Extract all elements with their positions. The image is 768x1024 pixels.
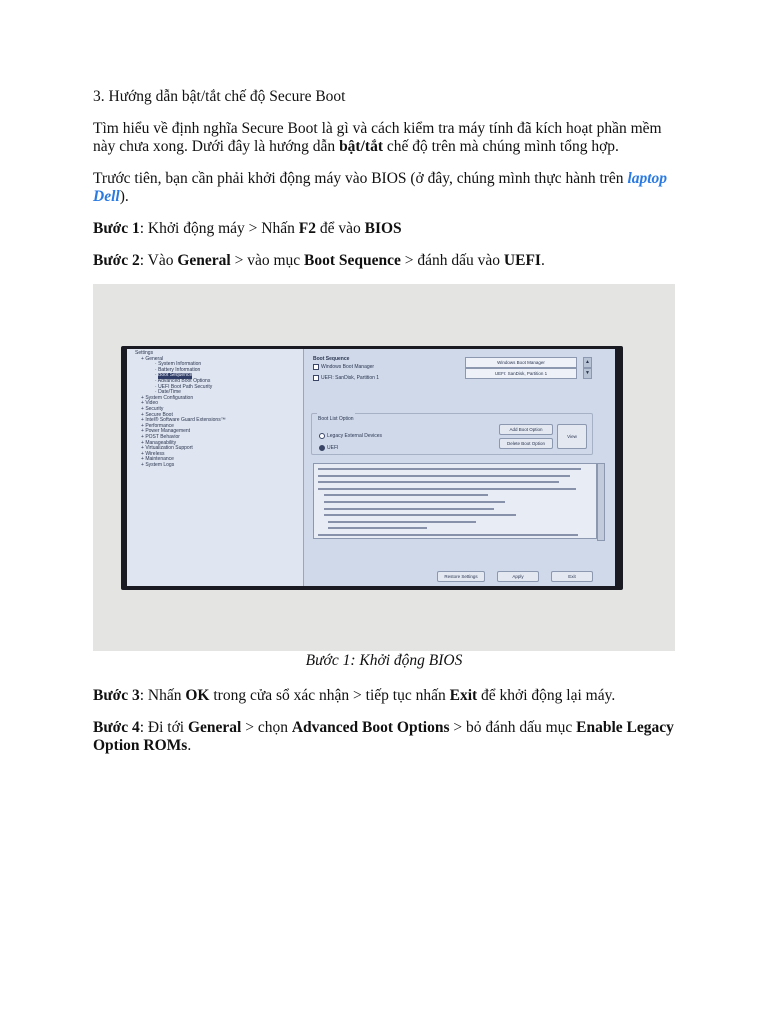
boot-order-box-1[interactable]: Windows Boot Manager — [465, 357, 577, 368]
bios-tree-label: Maintenance — [145, 456, 174, 463]
bios-settings-tree — [127, 349, 304, 586]
section-heading: 3. Hướng dẫn bật/tắt chế độ Secure Boot — [93, 88, 346, 105]
bios-tree-label: Settings — [135, 350, 154, 356]
bios-tree-label: POST Behavior — [145, 433, 180, 440]
bios-intro-paragraph: Trước tiên, bạn cần phải khởi động máy vào BIOS (ở đây, chúng mình thực hành trên laptop Dell). — [93, 170, 668, 205]
document-page — [93, 88, 683, 769]
bios-tree-item[interactable] — [135, 463, 303, 469]
tree-branch-icon: · — [155, 383, 159, 390]
apply-button[interactable]: Apply — [497, 571, 539, 582]
tree-branch-icon: · — [155, 366, 159, 373]
laptop-dell-link[interactable]: laptop Dell — [93, 170, 668, 205]
radio-selected-icon — [319, 445, 325, 451]
move-up-icon[interactable]: ▲ — [583, 357, 592, 368]
bios-tree-label: Virtualization Support — [145, 445, 193, 452]
bios-tree-label: General — [145, 355, 164, 362]
expand-icon: + — [141, 461, 146, 468]
view-button[interactable]: View — [557, 424, 587, 449]
bios-tree-label: System Information — [158, 361, 202, 368]
bios-tree-label: Battery Information — [158, 366, 201, 373]
step-1: Bước 1: Khởi động máy > Nhấn F2 để vào BIOS — [93, 220, 402, 237]
expand-icon: + — [141, 445, 146, 452]
boot-order-box-2[interactable]: UEFI: SanDisk, Partition 1 — [465, 368, 577, 379]
bios-tree-label: Manageability — [145, 439, 177, 446]
step-4: Bước 4: Đi tới General > chọn Advanced Boot Options > bỏ đánh dấu mục Enable Legacy Option ROMs. — [93, 719, 674, 754]
bios-window — [127, 349, 615, 586]
image-caption: Bước 1: Khởi động BIOS — [305, 652, 463, 669]
delete-boot-option-button[interactable]: Delete Boot Option — [499, 438, 553, 449]
checkbox-icon — [313, 375, 319, 381]
expand-icon: + — [141, 355, 146, 362]
expand-icon: + — [141, 400, 146, 407]
expand-icon: + — [141, 456, 146, 463]
restore-settings-button[interactable]: Restore Settings — [437, 571, 485, 582]
tree-branch-icon: · — [155, 377, 158, 384]
expand-icon: + — [141, 450, 146, 457]
bios-tree-label: UEFI Boot Path Security — [158, 383, 213, 390]
bios-tree-label: Date/Time — [158, 389, 181, 396]
help-description-box — [313, 463, 597, 539]
tree-branch-icon: · — [155, 389, 159, 396]
expand-icon: + — [141, 405, 146, 412]
bios-tree-label: Intel® Software Guard Extensions™ — [145, 417, 226, 424]
move-down-icon[interactable]: ▼ — [583, 368, 592, 379]
tree-branch-icon: · — [155, 361, 159, 368]
expand-icon: + — [141, 417, 146, 424]
bios-tree-label: System Configuration — [145, 394, 194, 401]
bios-tree-label: System Logs — [145, 461, 175, 468]
help-scrollbar[interactable] — [597, 463, 605, 541]
bios-tree-label: Security — [145, 405, 164, 412]
bios-screenshot-photo — [93, 284, 675, 651]
uefi-radio[interactable]: UEFI — [319, 439, 338, 457]
legacy-external-devices-radio[interactable]: Legacy External Devices — [319, 427, 382, 445]
intro-paragraph: Tìm hiểu về định nghĩa Secure Boot là gì và cách kiểm tra máy tính đã kích hoạt phần mềm này chưa xong. Dưới đây là hướng dẫn bật/tắt chế độ trên mà chúng mình tổng hợp. — [93, 120, 662, 155]
radio-icon — [319, 433, 325, 439]
boot-item-1[interactable]: Windows Boot Manager — [313, 358, 374, 376]
expand-icon: + — [141, 433, 146, 440]
step-3: Bước 3: Nhấn OK trong cửa sổ xác nhận > tiếp tục nhấn Exit để khởi động lại máy. — [93, 687, 616, 704]
laptop-screen — [121, 346, 623, 590]
expand-icon: + — [141, 439, 146, 446]
bios-boot-sequence-pane — [307, 349, 615, 586]
add-boot-option-button[interactable]: Add Boot Option — [499, 424, 553, 435]
bios-tree-label: Power Management — [145, 428, 191, 435]
exit-button[interactable]: Exit — [551, 571, 593, 582]
tree-branch-icon: · — [155, 372, 159, 379]
expand-icon: + — [141, 411, 146, 418]
boot-sequence-title: Boot Sequence — [313, 356, 350, 362]
bios-tree-label: Advanced Boot Options — [157, 377, 211, 384]
boot-item-2[interactable]: UEFI: SanDisk, Partition 1 — [313, 369, 379, 387]
bios-tree-label: Video — [145, 400, 159, 407]
expand-icon: + — [141, 428, 146, 435]
bios-tree-label: Boot Sequence — [158, 372, 193, 379]
bios-tree-label: Wireless — [145, 450, 165, 457]
step-2: Bước 2: Vào General > vào mục Boot Sequence > đánh dấu vào UEFI. — [93, 252, 545, 269]
expand-icon: + — [141, 422, 146, 429]
bios-tree-label: Performance — [145, 422, 174, 429]
expand-icon: + — [141, 394, 146, 401]
bios-tree-label: Secure Boot — [145, 411, 173, 418]
boot-list-option-title: Boot List Option — [317, 410, 355, 428]
